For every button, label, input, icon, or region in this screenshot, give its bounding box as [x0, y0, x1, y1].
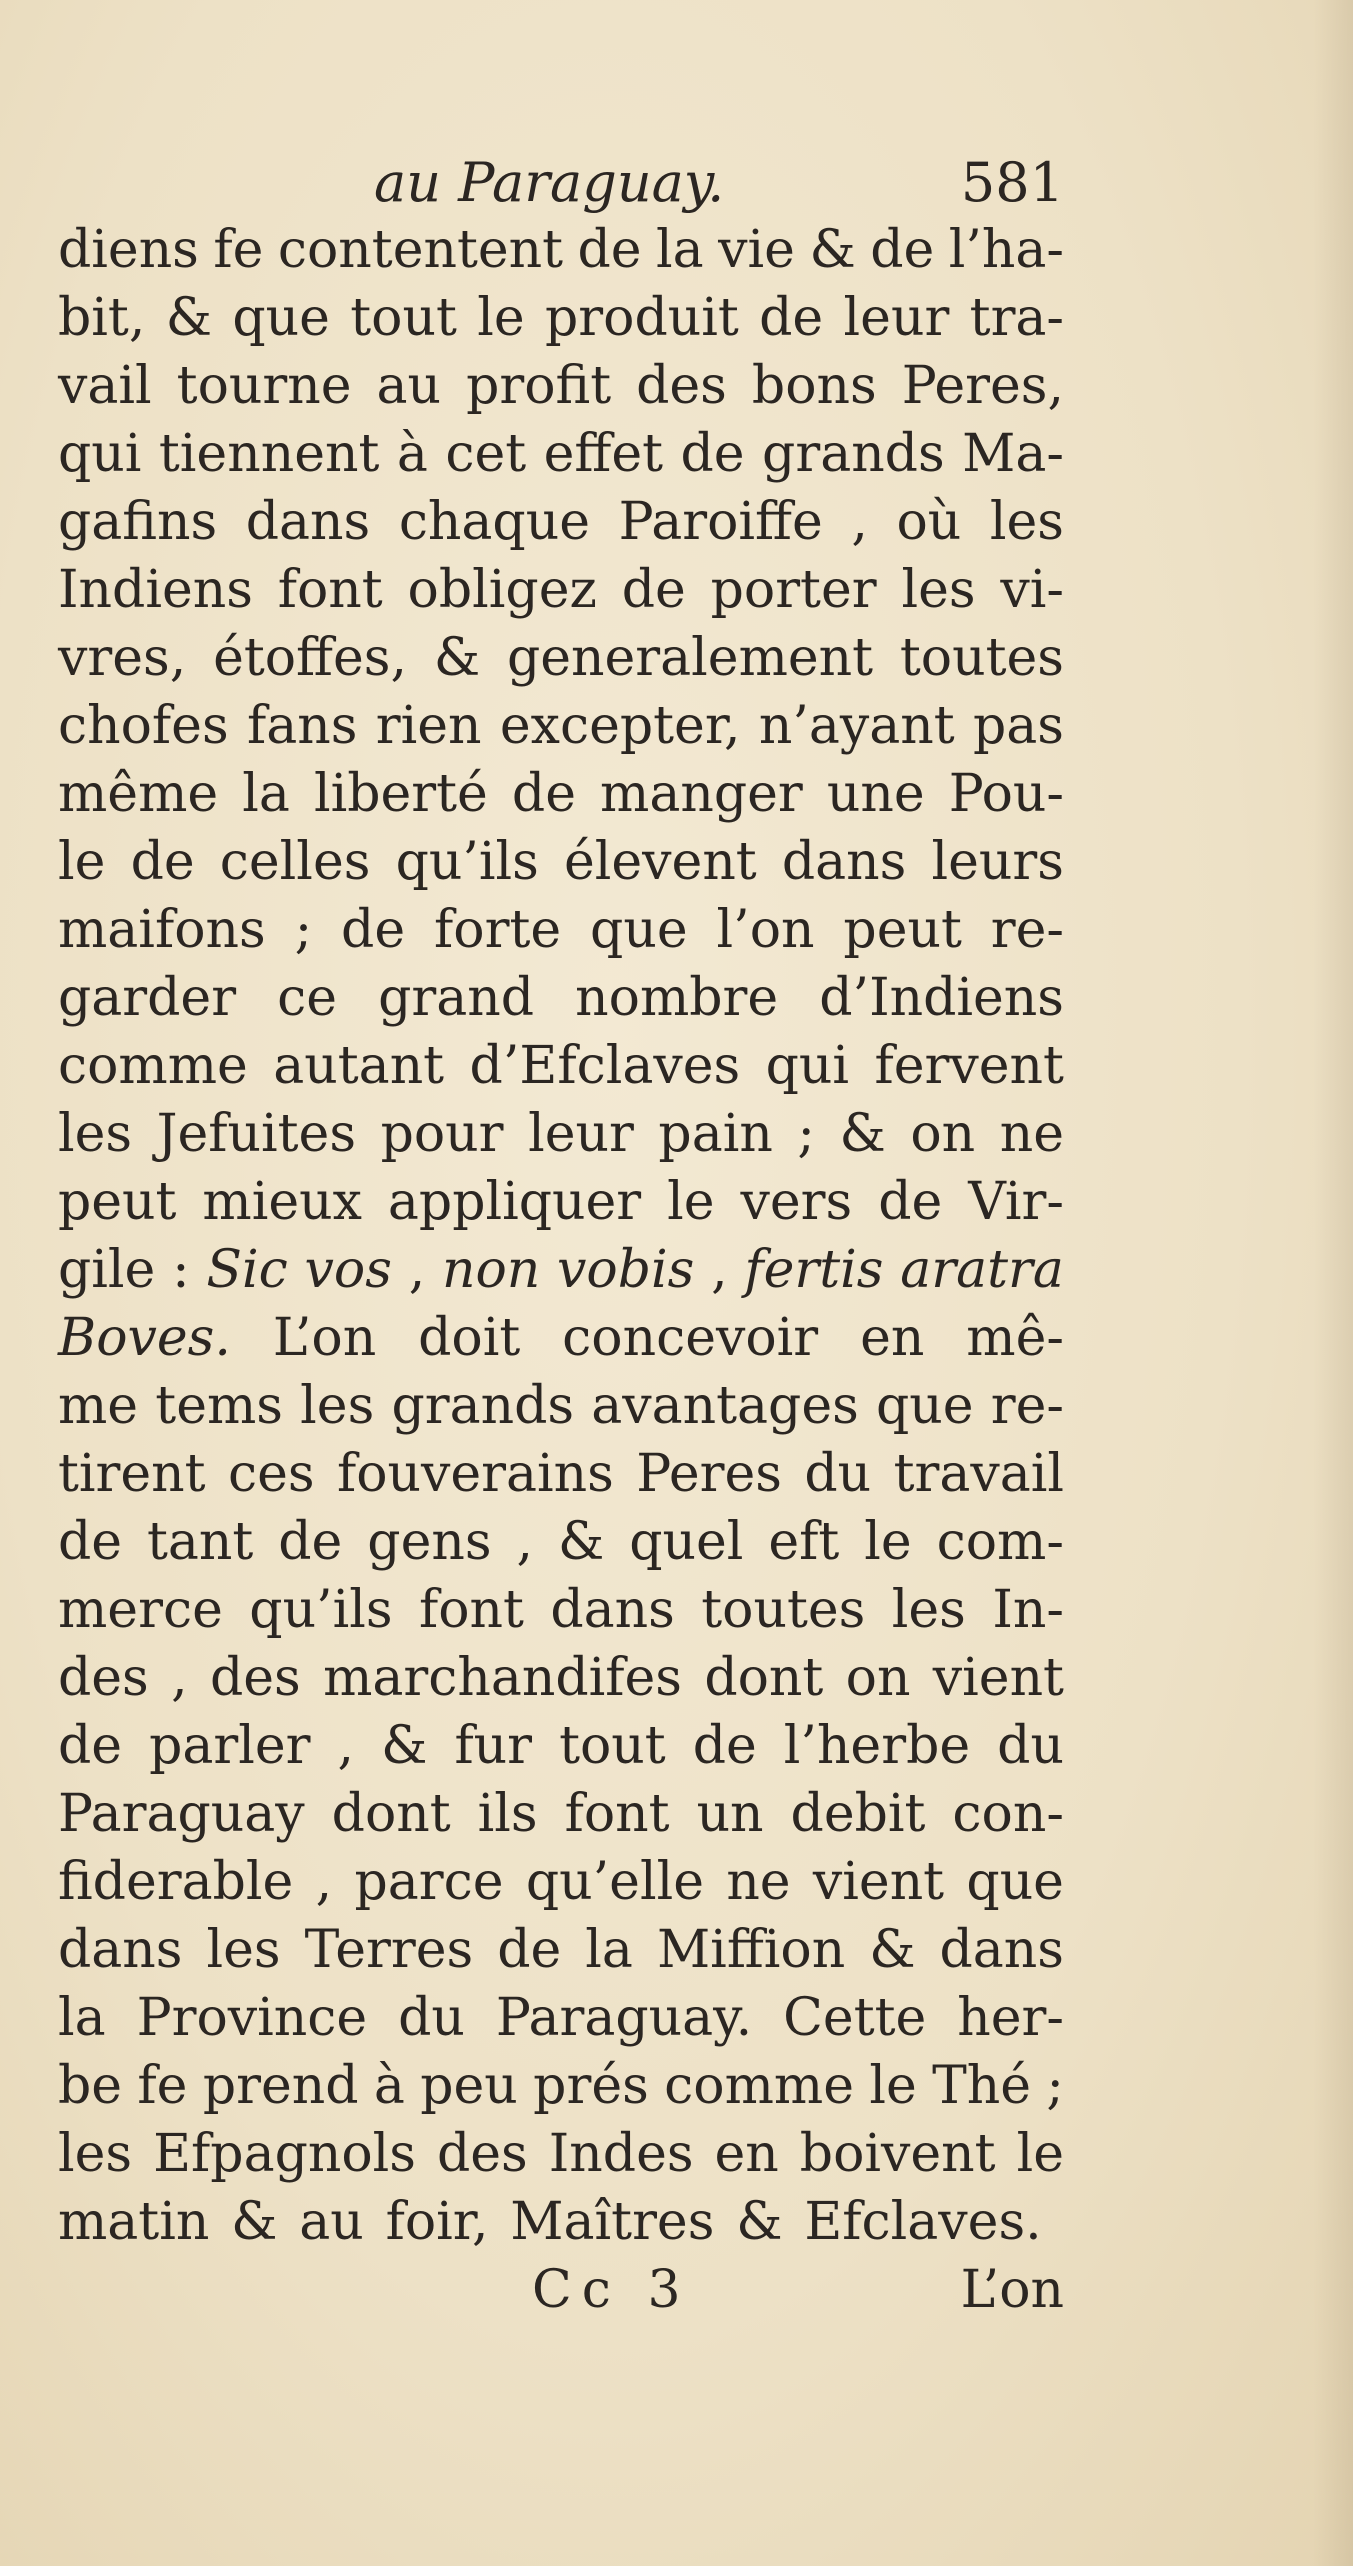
word: les: [989, 492, 1064, 552]
word: tems: [155, 1376, 283, 1436]
word: Peres,: [901, 356, 1064, 416]
word: generalement: [506, 628, 874, 688]
word: ne: [726, 1852, 791, 1912]
word: les: [206, 1920, 281, 1980]
word: chaque: [398, 492, 590, 552]
word: ce: [277, 968, 338, 1028]
word: dans: [550, 1580, 675, 1640]
word: Vir-: [968, 1172, 1064, 1232]
word: In-: [992, 1580, 1064, 1640]
word: gafins: [58, 492, 218, 552]
word: foir,: [385, 2192, 489, 2252]
text-line: [58, 1712, 1064, 1780]
word: bit,: [58, 288, 146, 348]
word: font: [418, 1580, 524, 1640]
word: marchandifes: [323, 1648, 682, 1708]
word: tout: [350, 288, 457, 348]
word: de: [341, 900, 406, 960]
word: le: [1016, 2124, 1064, 2184]
word: vos: [304, 1240, 392, 1300]
word: effet: [543, 424, 664, 484]
word: eft: [768, 1512, 840, 1572]
word: de: [278, 1512, 343, 1572]
word: le: [58, 832, 106, 892]
word: ,: [315, 1852, 333, 1912]
word: excepter,: [499, 696, 741, 756]
word: les: [58, 2124, 133, 2184]
word: ces: [227, 1444, 315, 1504]
text-line: [58, 1916, 1064, 1984]
word: fiderable: [58, 1852, 294, 1912]
word: Boves.: [58, 1308, 231, 1368]
word: non: [441, 1240, 541, 1300]
word: toutes: [899, 628, 1064, 688]
word: ;: [797, 1104, 815, 1164]
word: fertis: [744, 1240, 884, 1300]
word: &: [381, 1716, 428, 1776]
text-line: [58, 1508, 1064, 1576]
word: forte: [434, 900, 562, 960]
word: vobis: [557, 1240, 695, 1300]
text-line: [58, 1372, 1064, 1440]
word: ,: [408, 1240, 426, 1300]
word: &: [869, 1920, 916, 1980]
word: re-: [990, 1376, 1064, 1436]
word: de: [497, 1920, 562, 1980]
word: les: [58, 1104, 133, 1164]
word: l’on: [716, 900, 815, 960]
word: au: [376, 356, 442, 416]
word: tout: [559, 1716, 666, 1776]
word: me: [58, 1376, 139, 1436]
word: des: [209, 1648, 301, 1708]
word: qu’ils: [249, 1580, 393, 1640]
word: merce: [58, 1580, 223, 1640]
page-number: 581: [960, 151, 1064, 214]
text-line: [58, 284, 1064, 352]
text-line: [58, 624, 1064, 692]
word: comme: [664, 2056, 854, 2116]
word: quel: [629, 1512, 744, 1572]
word: fervent: [874, 1036, 1064, 1096]
word: Cette: [783, 1988, 927, 2048]
word: liberté: [313, 764, 488, 824]
word: élevent: [563, 832, 757, 892]
text-line: [58, 1100, 1064, 1168]
word: de: [621, 560, 686, 620]
word: doit: [418, 1308, 521, 1368]
word: chofes: [58, 696, 229, 756]
word: fe: [137, 2056, 188, 2116]
text-line: [58, 1644, 1064, 1712]
word: prend: [202, 2056, 359, 2116]
word: autant: [273, 1036, 445, 1096]
word: Pou-: [948, 764, 1064, 824]
word: Maîtres: [510, 2192, 715, 2252]
word: gile: [58, 1240, 156, 1300]
word: vient: [812, 1852, 945, 1912]
word: profit: [466, 356, 612, 416]
word: Efpagnols: [153, 2124, 416, 2184]
word: Efclaves.: [804, 2192, 1042, 2252]
word: vail: [58, 356, 152, 416]
word: ne: [999, 1104, 1064, 1164]
text-line: [58, 2188, 1064, 2256]
word: tirent: [58, 1444, 206, 1504]
word: des: [437, 2124, 528, 2184]
text-line: [58, 488, 1064, 556]
text-line: [58, 828, 1064, 896]
word: Paraguay.: [495, 1988, 753, 2048]
word: que: [590, 900, 688, 960]
word: Indiens: [58, 560, 253, 620]
word: la: [58, 1988, 106, 2048]
running-head: [58, 150, 1064, 216]
word: fans: [246, 696, 358, 756]
word: le: [864, 1512, 912, 1572]
word: ,: [851, 492, 868, 552]
word: porter: [710, 560, 877, 620]
word: peut: [843, 900, 962, 960]
word: fe: [213, 220, 264, 280]
word: au: [299, 2192, 364, 2252]
word: la: [242, 764, 290, 824]
word: dont: [704, 1648, 824, 1708]
word: grands: [762, 424, 945, 484]
word: &: [557, 1512, 605, 1572]
word: &: [736, 2192, 783, 2252]
word: de: [692, 1716, 757, 1776]
word: ,: [516, 1512, 534, 1572]
word: leur: [843, 288, 950, 348]
word: n’ayant: [758, 696, 955, 756]
word: les: [300, 1376, 375, 1436]
word: cet: [445, 424, 527, 484]
word: obligez: [407, 560, 597, 620]
word: des: [636, 356, 727, 416]
word: matin: [58, 2192, 210, 2252]
word: garder: [58, 968, 237, 1028]
word: du: [997, 1716, 1064, 1776]
word: grands: [391, 1376, 575, 1436]
word: à: [396, 424, 428, 484]
word: vres,: [58, 628, 187, 688]
word: de: [870, 220, 935, 280]
word: que: [966, 1852, 1064, 1912]
word: pour: [380, 1104, 504, 1164]
word: fur: [454, 1716, 533, 1776]
word: le: [477, 288, 525, 348]
word: ;: [294, 900, 313, 960]
word: Peres: [636, 1444, 782, 1504]
word: &: [839, 1104, 886, 1164]
word: ,: [711, 1240, 728, 1300]
word: de: [878, 1172, 943, 1232]
word: nombre: [575, 968, 779, 1028]
text-line: [58, 1304, 1064, 1372]
word: des: [58, 1648, 149, 1708]
word: manger: [600, 764, 803, 824]
word: comme: [58, 1036, 248, 1096]
catchword: L’on: [960, 2260, 1064, 2320]
word: Thé: [932, 2056, 1032, 2116]
word: leur: [528, 1104, 634, 1164]
word: dans: [939, 1920, 1064, 1980]
word: mieux: [202, 1172, 362, 1232]
word: fouverains: [336, 1444, 614, 1504]
word: ,: [171, 1648, 188, 1708]
word: contentent: [277, 220, 564, 280]
word: L’on: [272, 1308, 377, 1368]
word: concevoir: [562, 1308, 819, 1368]
text-line: [58, 964, 1064, 1032]
word: une: [826, 764, 925, 824]
word: dont: [331, 1784, 451, 1844]
text-line: [58, 760, 1064, 828]
text-line: [58, 1576, 1064, 1644]
page-edge-shadow: [1313, 0, 1353, 2566]
word: con-: [952, 1784, 1064, 1844]
word: com-: [936, 1512, 1064, 1572]
word: her-: [957, 1988, 1064, 2048]
word: aratra: [900, 1240, 1064, 1300]
word: tiennent: [158, 424, 380, 484]
text-line: [58, 1168, 1064, 1236]
word: que: [232, 288, 330, 348]
word: prés: [533, 2056, 649, 2116]
text-line: [58, 1236, 1064, 1304]
word: toutes: [701, 1580, 866, 1640]
word: l’herbe: [783, 1716, 971, 1776]
word: dans: [245, 492, 371, 552]
word: mê-: [966, 1308, 1064, 1368]
word: travail: [893, 1444, 1064, 1504]
word: de: [130, 832, 195, 892]
word: de: [577, 220, 642, 280]
word: ;: [1046, 2056, 1064, 2116]
word: que: [876, 1376, 974, 1436]
text-line: [58, 352, 1064, 420]
word: parce: [354, 1852, 504, 1912]
text-line: [58, 1780, 1064, 1848]
text-line: [58, 1032, 1064, 1100]
word: on: [910, 1104, 976, 1164]
word: Paraguay: [58, 1784, 305, 1844]
word: font: [564, 1784, 670, 1844]
word: :: [172, 1240, 190, 1300]
word: qui: [58, 424, 142, 484]
text-line: [58, 216, 1064, 284]
word: maifons: [58, 900, 266, 960]
text-line: [58, 1440, 1064, 1508]
word: la: [585, 1920, 633, 1980]
word: le: [869, 2056, 917, 2116]
text-line: [58, 420, 1064, 488]
word: &: [231, 2192, 278, 2252]
word: la: [656, 220, 704, 280]
word: vers: [740, 1172, 853, 1232]
word: de: [680, 424, 745, 484]
word: où: [896, 492, 962, 552]
word: du: [398, 1988, 465, 2048]
word: de: [511, 764, 576, 824]
word: un: [696, 1784, 764, 1844]
word: diens: [58, 220, 199, 280]
word: Paroiffe: [618, 492, 823, 552]
word: Jefuites: [156, 1104, 356, 1164]
running-head-title: au Paraguay.: [374, 151, 725, 214]
text-line: [58, 1848, 1064, 1916]
word: on: [845, 1648, 911, 1708]
word: vi-: [1000, 560, 1064, 620]
word: &: [433, 628, 481, 688]
word: qui: [765, 1036, 850, 1096]
word: peut: [58, 1172, 177, 1232]
word: Sic: [206, 1240, 288, 1300]
word: leurs: [931, 832, 1064, 892]
word: vie: [718, 220, 795, 280]
word: ,: [337, 1716, 355, 1776]
word: &: [809, 220, 856, 280]
word: &: [165, 288, 212, 348]
word: en: [714, 2124, 779, 2184]
word: en: [860, 1308, 925, 1368]
word: d’Indiens: [819, 968, 1064, 1028]
word: de: [58, 1716, 123, 1776]
word: ils: [477, 1784, 538, 1844]
word: dans: [781, 832, 907, 892]
word: avantages: [591, 1376, 859, 1436]
text-line: [58, 2052, 1064, 2120]
text-block: [58, 150, 1064, 2324]
word: grand: [378, 968, 535, 1028]
word: Province: [136, 1988, 368, 2048]
word: be: [58, 2056, 123, 2116]
word: les: [891, 1580, 966, 1640]
word: gens: [367, 1512, 492, 1572]
word: à: [373, 2056, 405, 2116]
text-line: [58, 1984, 1064, 2052]
page-footer: [58, 2256, 1064, 2324]
word: pain: [658, 1104, 773, 1164]
word: tourne: [176, 356, 352, 416]
word: pas: [972, 696, 1064, 756]
word: d’Efclaves: [469, 1036, 741, 1096]
word: dans: [58, 1920, 183, 1980]
word: Miffion: [656, 1920, 846, 1980]
word: de: [759, 288, 824, 348]
word: du: [804, 1444, 872, 1504]
word: Ma-: [962, 424, 1064, 484]
word: re-: [990, 900, 1064, 960]
word: appliquer: [387, 1172, 642, 1232]
word: produit: [545, 288, 739, 348]
word: de: [58, 1512, 123, 1572]
word: bons: [751, 356, 877, 416]
word: celles: [219, 832, 371, 892]
word: font: [277, 560, 383, 620]
word: l’ha-: [948, 220, 1064, 280]
text-line: [58, 692, 1064, 760]
text-line: [58, 2120, 1064, 2188]
word: même: [58, 764, 219, 824]
text-line: [58, 896, 1064, 964]
word: tra-: [969, 288, 1064, 348]
word: les: [901, 560, 976, 620]
word: qu’elle: [525, 1852, 704, 1912]
word: tant: [147, 1512, 254, 1572]
word: qu’ils: [395, 832, 539, 892]
word: Terres: [304, 1920, 474, 1980]
word: debit: [790, 1784, 926, 1844]
word: rien: [375, 696, 482, 756]
word: Indes: [548, 2124, 694, 2184]
word: vient: [932, 1648, 1064, 1708]
body-text: [58, 216, 1064, 2256]
word: peu: [420, 2056, 518, 2116]
signature-mark: Cc 3: [532, 2260, 691, 2320]
word: boivent: [799, 2124, 996, 2184]
word: étoffes,: [213, 628, 407, 688]
word: le: [667, 1172, 715, 1232]
word: parler: [149, 1716, 311, 1776]
text-line: [58, 556, 1064, 624]
